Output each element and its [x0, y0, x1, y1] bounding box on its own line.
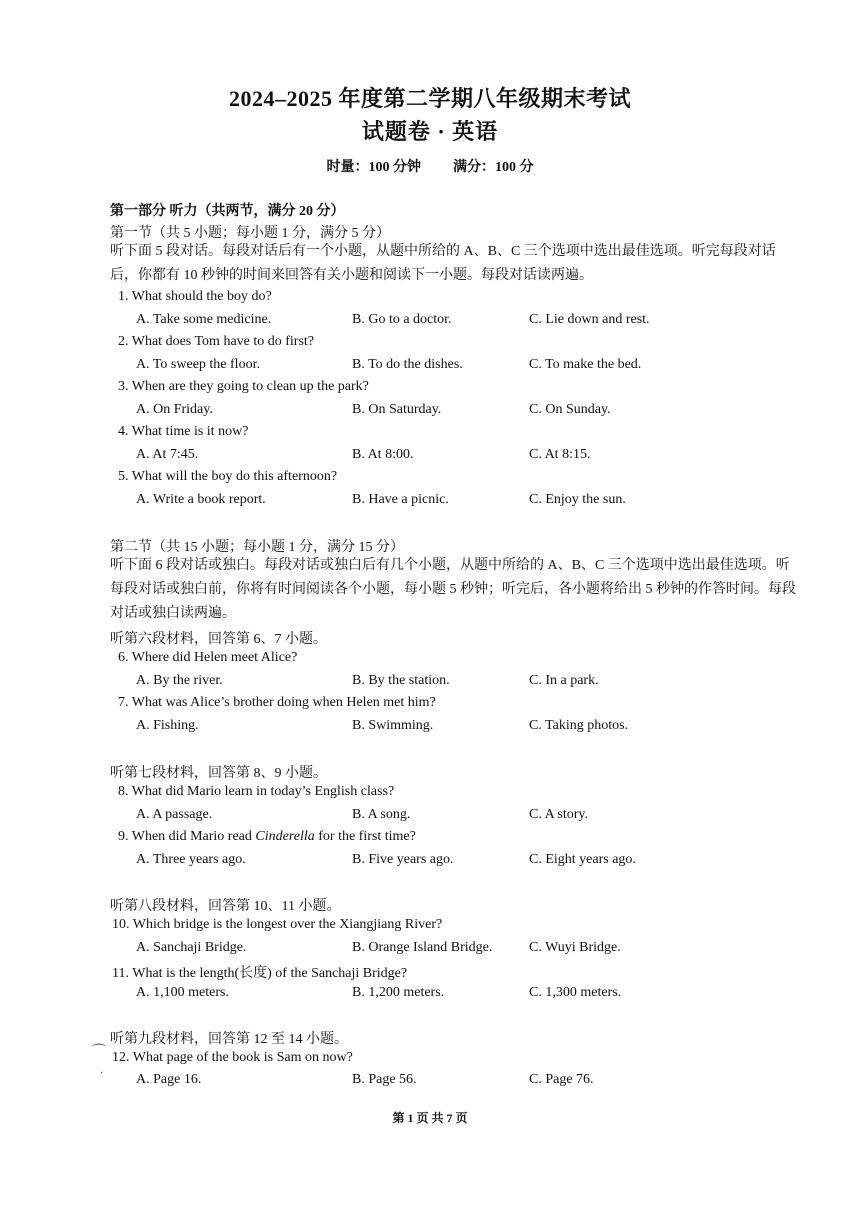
question-12: 12. What page of the book is Sam on now? [112, 1050, 353, 1065]
option-9b: B. Five years ago. [352, 852, 454, 867]
option-1a: A. Take some medicine. [136, 312, 272, 327]
group-label-8-9: 听第七段材料，回答第 8、9 小题。 [110, 766, 327, 781]
question-1: 1. What should the boy do? [118, 289, 272, 304]
option-5a: A. Write a book report. [136, 492, 266, 507]
section2-instructions: 听下面 6 段对话或独白。每段对话或独白后有几个小题，从题中所给的 A、B、C 三个选项中选出最佳选项。听每段对话或独白前，你将有时间阅读各个小题，每小题 5 秒钟；听完后，各小题将给出 5 秒钟的作答时间。每段对话或独白读两遍。 [110, 558, 796, 621]
option-1c: C. Lie down and rest. [529, 312, 650, 327]
option-4c: C. At 8:15. [529, 447, 591, 462]
question-9-post: for the first time? [314, 829, 416, 844]
option-6c: C. In a park. [529, 673, 599, 688]
exam-meta [0, 156, 860, 176]
option-2b: B. To do the dishes. [352, 357, 463, 372]
option-4a: A. At 7:45. [136, 447, 199, 462]
question-9-pre: 9. When did Mario read [118, 829, 256, 844]
section2-heading: 第二节（共 15 小题；每小题 1 分，满分 15 分） [110, 540, 404, 555]
exam-title: 2024–2025 年度第二学期八年级期末考试 [228, 86, 631, 111]
option-5b: B. Have a picnic. [352, 492, 449, 507]
option-2a: A. To sweep the floor. [136, 357, 260, 372]
exam-score: 满分：100 分 [453, 160, 534, 175]
question-10: 10. Which bridge is the longest over the Xiangjiang River? [112, 917, 443, 932]
question-9-title: Cinderella [255, 829, 315, 844]
option-12a: A. Page 16. [136, 1072, 202, 1087]
question-9 [118, 829, 416, 845]
part1-heading: 第一部分 听力（共两节，满分 20 分） [110, 204, 345, 219]
option-6b: B. By the station. [352, 673, 450, 688]
question-6: 6. Where did Helen meet Alice? [118, 650, 298, 665]
question-11: 11. What is the length(长度) of the Sanchaji Bridge? [112, 966, 408, 981]
exam-subtitle: 试题卷 · 英语 [361, 119, 499, 144]
option-8b: B. A song. [352, 807, 411, 822]
option-3a: A. On Friday. [136, 402, 213, 417]
pencil-mark: ⌒ [92, 1045, 106, 1060]
option-10b: B. Orange Island Bridge. [352, 940, 493, 955]
option-11a: A. 1,100 meters. [136, 985, 229, 1000]
option-12b: B. Page 56. [352, 1072, 417, 1087]
question-2: 2. What does Tom have to do first? [118, 334, 315, 349]
option-11c: C. 1,300 meters. [529, 985, 622, 1000]
option-4b: B. At 8:00. [352, 447, 414, 462]
option-2c: C. To make the bed. [529, 357, 642, 372]
option-3c: C. On Sunday. [529, 402, 611, 417]
question-5: 5. What will the boy do this afternoon? [118, 469, 338, 484]
section1-instructions: 听下面 5 段对话。每段对话后有一个小题，从题中所给的 A、B、C 三个选项中选出最佳选项。听完每段对话后，你都有 10 秒钟的时间来回答有关小题和阅读下一小题。每段对话读两遍。 [110, 244, 776, 283]
question-7: 7. What was Alice’s brother doing when Helen met him? [118, 695, 436, 710]
section1-heading: 第一节（共 5 小题；每小题 1 分，满分 5 分） [110, 226, 390, 241]
option-7c: C. Taking photos. [529, 718, 629, 733]
page-number: 第 1 页 共 7 页 [392, 1111, 468, 1125]
option-9c: C. Eight years ago. [529, 852, 636, 867]
option-9a: A. Three years ago. [136, 852, 246, 867]
option-7b: B. Swimming. [352, 718, 434, 733]
option-1b: B. Go to a doctor. [352, 312, 452, 327]
option-6a: A. By the river. [136, 673, 223, 688]
option-3b: B. On Saturday. [352, 402, 442, 417]
question-3: 3. When are they going to clean up the park? [118, 379, 369, 394]
option-5c: C. Enjoy the sun. [529, 492, 626, 507]
pencil-dot: · [100, 1068, 104, 1079]
group-label-10-11: 听第八段材料，回答第 10、11 小题。 [110, 899, 341, 914]
group-label-12-14: 听第九段材料，回答第 12 至 14 小题。 [110, 1032, 348, 1047]
option-11b: B. 1,200 meters. [352, 985, 445, 1000]
group-label-6-7: 听第六段材料，回答第 6、7 小题。 [110, 632, 327, 647]
option-10a: A. Sanchaji Bridge. [136, 940, 247, 955]
option-10c: C. Wuyi Bridge. [529, 940, 621, 955]
question-4: 4. What time is it now? [118, 424, 249, 439]
question-8: 8. What did Mario learn in today’s English class? [118, 784, 395, 799]
option-12c: C. Page 76. [529, 1072, 594, 1087]
option-7a: A. Fishing. [136, 718, 199, 733]
exam-time: 时量：100 分钟 [326, 160, 421, 175]
option-8a: A. A passage. [136, 807, 213, 822]
option-8c: C. A story. [529, 807, 588, 822]
